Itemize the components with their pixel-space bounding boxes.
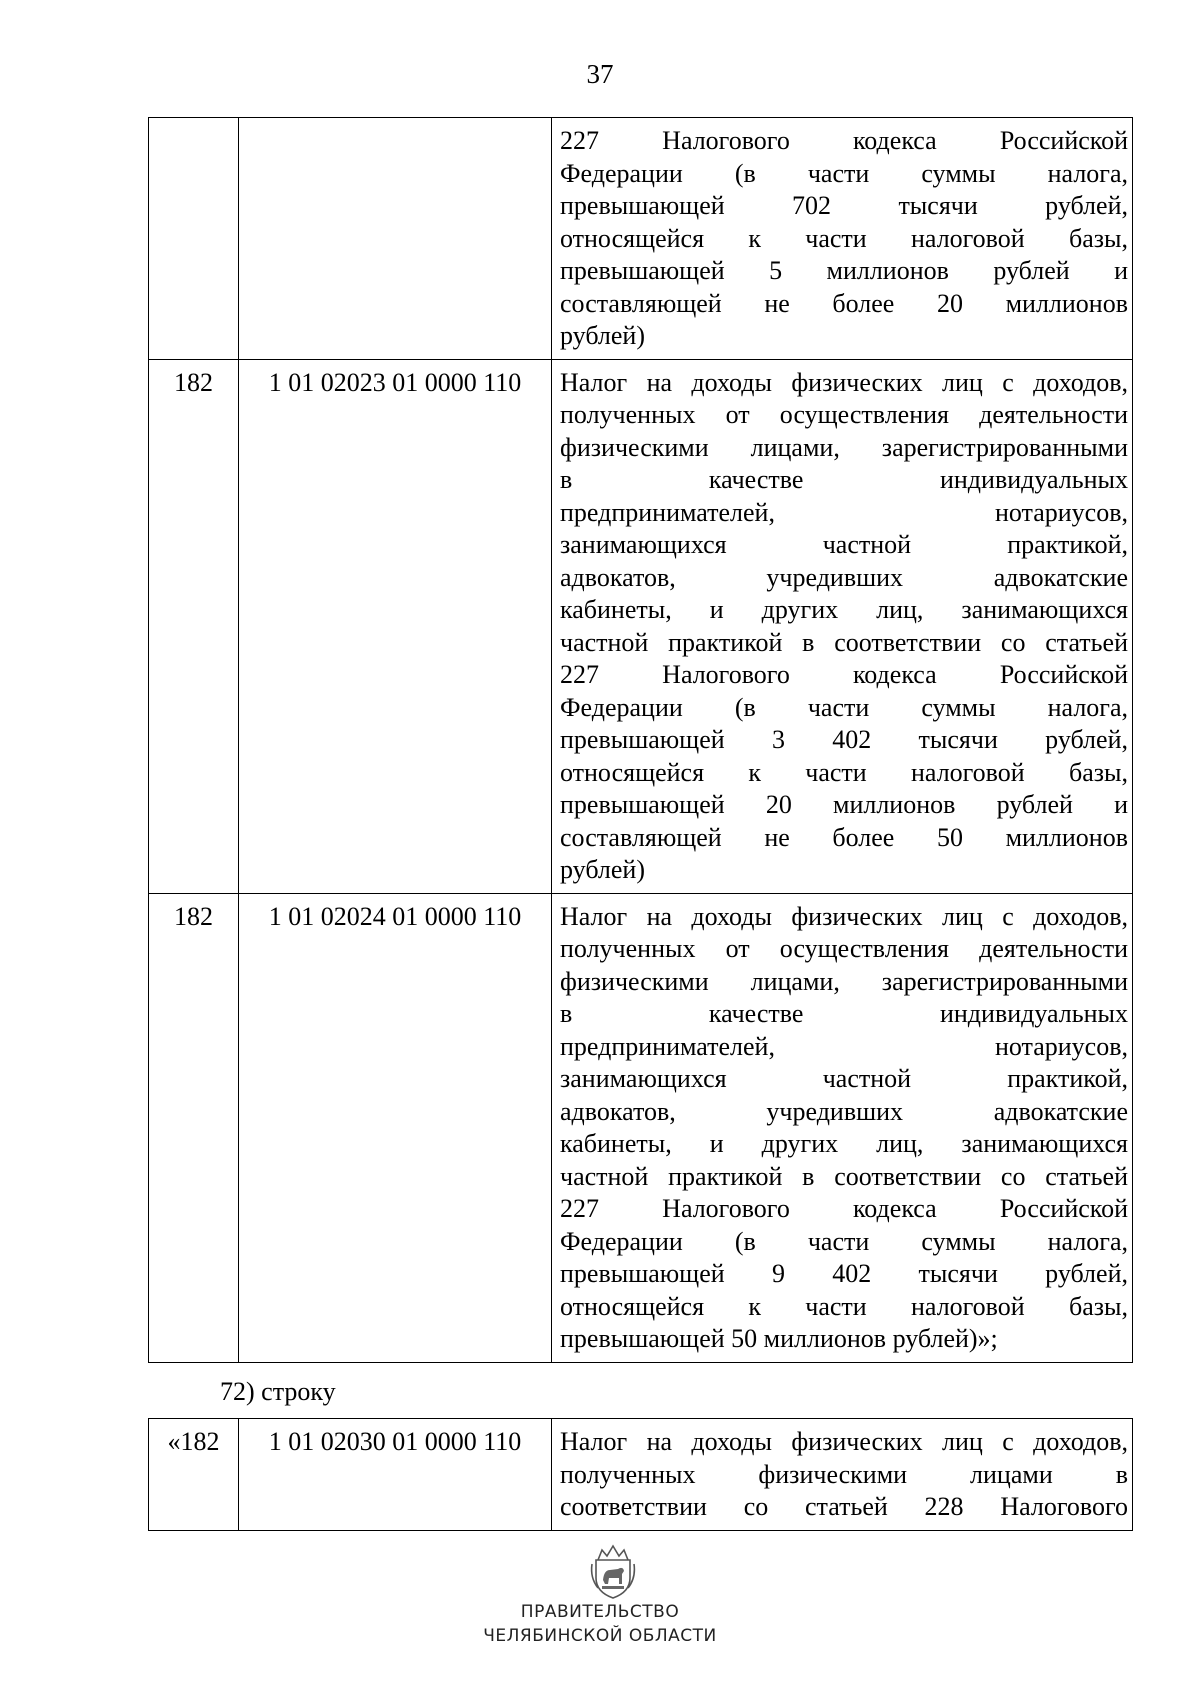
text-line: полученных физическими лицами в bbox=[560, 1459, 1128, 1489]
table-row bbox=[149, 118, 1133, 360]
text-line: Федерации (в части суммы налога, bbox=[560, 1226, 1128, 1256]
revenue-name-cell bbox=[552, 1419, 1133, 1531]
text-line: рублей) bbox=[560, 321, 645, 350]
text-line: предпринимателей, нотариусов, bbox=[560, 497, 1128, 527]
coat-of-arms-icon bbox=[588, 1544, 638, 1600]
admin-code-cell: «182 bbox=[149, 1419, 239, 1531]
text-line: относящейся к части налоговой базы, bbox=[560, 1291, 1128, 1321]
budget-code-cell: 1 01 02024 01 0000 110 bbox=[239, 893, 552, 1362]
text-line: 227 Налогового кодекса Российской bbox=[560, 126, 1128, 155]
revenue-name-cell bbox=[552, 118, 1133, 360]
text-line: превышающей 3 402 тысячи рублей, bbox=[560, 725, 1128, 754]
text-line: превышающей 20 миллионов рублей и bbox=[560, 790, 1128, 819]
text-line: адвокатов, учредивших адвокатские bbox=[560, 1096, 1128, 1126]
budget-code-cell: 1 01 02030 01 0000 110 bbox=[239, 1419, 552, 1531]
text-line: кабинеты, и других лиц, занимающихся bbox=[560, 595, 1128, 624]
admin-code-cell bbox=[149, 118, 239, 360]
text-line: рублей) bbox=[560, 855, 645, 884]
table-row bbox=[149, 359, 1133, 893]
replacement-row-table bbox=[148, 1418, 1133, 1531]
text-line: в качестве индивидуальных bbox=[560, 999, 1128, 1028]
text-line: адвокатов, учредивших адвокатские bbox=[560, 562, 1128, 592]
text-line: Налог на доходы физических лиц с доходов, bbox=[560, 1427, 1128, 1456]
text-line: физическими лицами, зарегистрированными bbox=[560, 432, 1128, 462]
table-row bbox=[149, 893, 1133, 1362]
table-row bbox=[149, 1419, 1133, 1531]
text-line: предпринимателей, нотариусов, bbox=[560, 1031, 1128, 1061]
text-line: соответствии со статьей 228 Налогового bbox=[560, 1492, 1128, 1521]
admin-code-cell: 182 bbox=[149, 359, 239, 893]
text-line: превышающей 702 тысячи рублей, bbox=[560, 191, 1128, 220]
row-item-label: 72) строку bbox=[220, 1377, 336, 1406]
text-line: превышающей 5 миллионов рублей и bbox=[560, 256, 1128, 285]
text-line: составляющей не более 50 миллионов bbox=[560, 822, 1128, 852]
table-body bbox=[149, 118, 1133, 1363]
text-line: превышающей 50 миллионов рублей)»; bbox=[560, 1324, 998, 1353]
text-line: в качестве индивидуальных bbox=[560, 465, 1128, 494]
text-line: Налог на доходы физических лиц с доходов, bbox=[560, 901, 1128, 931]
text-line: частной практикой в соответствии со статьей bbox=[560, 1161, 1128, 1191]
text-line: занимающихся частной практикой, bbox=[560, 530, 1128, 559]
text-line: Федерации (в части суммы налога, bbox=[560, 158, 1128, 188]
text-line: занимающихся частной практикой, bbox=[560, 1064, 1128, 1093]
text-line: составляющей не более 20 миллионов bbox=[560, 288, 1128, 318]
revenue-name-cell bbox=[552, 359, 1133, 893]
text-line: полученных от осуществления деятельности bbox=[560, 400, 1128, 429]
text-line: частной практикой в соответствии со статьей bbox=[560, 627, 1128, 657]
text-line: полученных от осуществления деятельности bbox=[560, 934, 1128, 963]
text-line: относящейся к части налоговой базы, bbox=[560, 757, 1128, 787]
text-line: Налог на доходы физических лиц с доходов, bbox=[560, 367, 1128, 397]
text-line: относящейся к части налоговой базы, bbox=[560, 223, 1128, 253]
government-name-line-2: ЧЕЛЯБИНСКОЙ ОБЛАСТИ bbox=[483, 1626, 717, 1646]
text-line: превышающей 9 402 тысячи рублей, bbox=[560, 1259, 1128, 1288]
budget-code-cell: 1 01 02023 01 0000 110 bbox=[239, 359, 552, 893]
revenue-name-cell bbox=[552, 893, 1133, 1362]
text-line: Федерации (в части суммы налога, bbox=[560, 692, 1128, 722]
budget-classification-table bbox=[148, 117, 1133, 1363]
page-number: 37 bbox=[586, 59, 614, 89]
admin-code-cell: 182 bbox=[149, 893, 239, 1362]
table-body bbox=[149, 1419, 1133, 1531]
text-line: 227 Налогового кодекса Российской bbox=[560, 1194, 1128, 1223]
government-name bbox=[0, 1600, 1200, 1648]
budget-code-cell bbox=[239, 118, 552, 360]
text-line: 227 Налогового кодекса Российской bbox=[560, 660, 1128, 689]
text-line: кабинеты, и других лиц, занимающихся bbox=[560, 1129, 1128, 1158]
text-line: физическими лицами, зарегистрированными bbox=[560, 966, 1128, 996]
government-name-line-1: ПРАВИТЕЛЬСТВО bbox=[520, 1602, 680, 1622]
